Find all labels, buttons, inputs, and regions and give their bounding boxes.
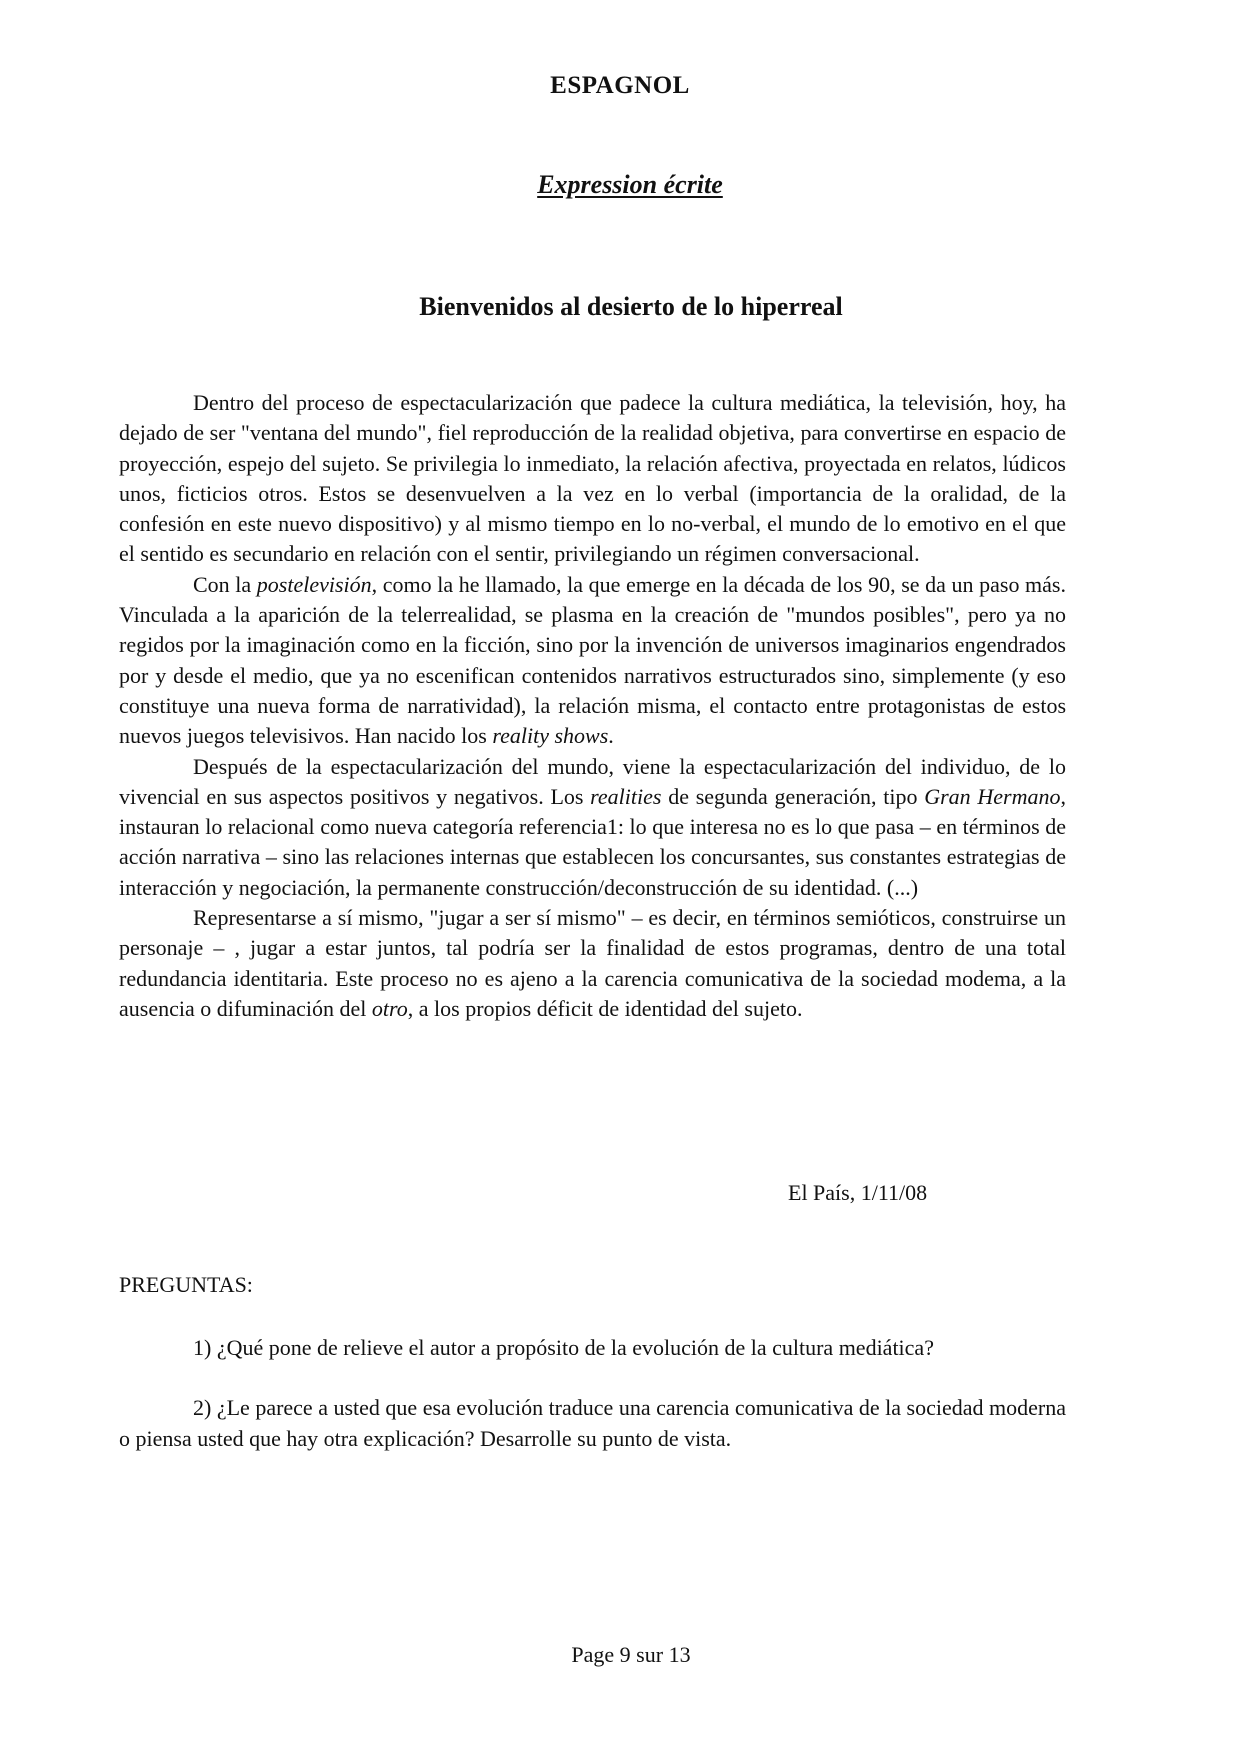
text-run: Representarse a sí mismo, "jugar a ser sí mismo" – es decir, en términos semióticos, construirse un personaje – , jugar a estar juntos, tal podría ser la finalidad de estos programas, dentro de una total redundancia identitaria. Este proceso no es ajeno a la carencia comunicativa de la sociedad modema, a la ausencia o difuminación del xyxy=(119,905,1066,1021)
question-1: 1) ¿Qué pone de relieve el autor a propósito de la evolución de la cultura mediática? xyxy=(193,1335,934,1360)
article-body xyxy=(119,388,1066,1024)
text-run: Después de la espectacularización del mundo, viene la espectacularización del individuo, de lo vivencial en sus aspectos positivos y negativos. Los xyxy=(119,753,1066,809)
questions-list xyxy=(119,1333,1066,1454)
text-run: Con la xyxy=(193,571,257,597)
article-paragraph-4 xyxy=(119,903,1066,1024)
italic-term: otro xyxy=(371,995,408,1021)
text-run: , como la he llamado, la que emerge en la década de los 90, se da un paso más. Vinculada a la aparición de la telerrealidad, se plasma en la creación de "mundos posibles", pero ya no regidos por la imaginación como en la ficción, sino por la invención de universos imaginarios engendrados por y desde el medio, que ya no escenifican contenidos narrativos estructurados sino, simplemente (y eso constituye una nueva forma de narratividad), la relación misma, el contacto entre protagonistas de estos nuevos juegos televisivos. Han nacido los xyxy=(119,571,1066,749)
text-run: , a los propios déficit de identidad del sujeto. xyxy=(407,995,803,1021)
italic-term: Gran Hermano xyxy=(924,783,1061,809)
text-run: . xyxy=(608,723,614,749)
article-title: Bienvenidos al desierto de lo hiperreal xyxy=(419,292,843,321)
text-run: , instauran lo relacional como nueva categoría referencia1: lo que interesa no es lo que pasa – en términos de acción narrativa – sino las relaciones internas que establecen los concursantes, sus constantes estrategias de interacción y negociación, la permanente construcción/deconstrucción de su identidad. (...) xyxy=(119,783,1066,900)
question-2: 2) ¿Le parece a usted que esa evolución traduce una carencia comunicativa de la sociedad moderna o piensa usted que hay otra explicación? Desarrolle su punto de vista. xyxy=(119,1395,1066,1451)
italic-term: reality shows xyxy=(492,723,609,749)
article-paragraph-3 xyxy=(119,752,1066,903)
section-title: Expression écrite xyxy=(537,170,723,199)
subject-heading: ESPAGNOL xyxy=(550,72,690,99)
article-paragraph-1: Dentro del proceso de espectacularización que padece la cultura mediática, la televisión, hoy, ha dejado de ser "ventana del mundo", fiel reproducción de la realidad objetiva, para convertirse en espacio de proyección, espejo del sujeto. Se privilegia lo inmediato, la relación afectiva, proyectada en relatos, lúdicos unos, ficticios otros. Estos se desenvuelven a la vez en lo verbal (importancia de la oralidad, de la confesión en este nuevo dispositivo) y al mismo tiempo en lo no-verbal, el mundo de lo emotivo en el que el sentido es secundario en relación con el sentir, privilegiando un régimen conversacional. xyxy=(119,390,1066,567)
italic-term: postelevisión xyxy=(256,571,372,597)
text-run: de segunda generación, tipo xyxy=(661,783,925,809)
page-number: Page 9 sur 13 xyxy=(571,1642,691,1667)
questions-heading: PREGUNTAS: xyxy=(119,1272,253,1297)
article-source: El País, 1/11/08 xyxy=(788,1180,928,1205)
italic-term: realities xyxy=(590,783,662,809)
article-paragraph-2 xyxy=(119,570,1066,752)
